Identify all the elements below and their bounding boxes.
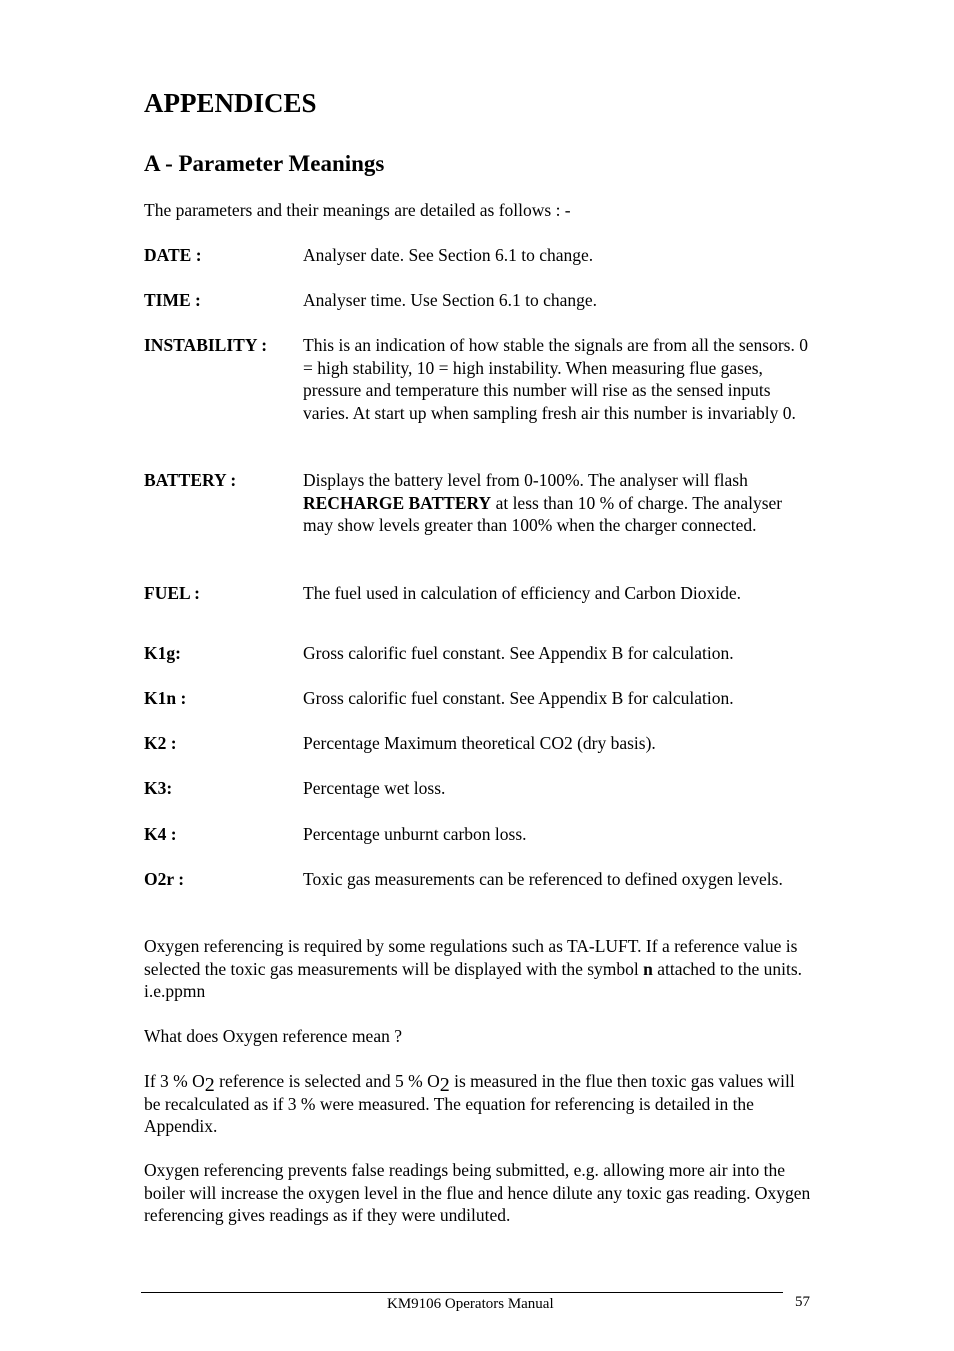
param-term: INSTABILITY :	[144, 335, 268, 355]
footer-title: KM9106 Operators Manual	[387, 1296, 554, 1312]
oxygen-symbol: n	[643, 958, 653, 979]
example-sub2: 2	[439, 1074, 450, 1096]
param-term: TIME :	[144, 290, 201, 310]
intro-text: The parameters and their meanings are detailed as follows : -	[144, 200, 571, 220]
section-title: A - Parameter Meanings	[144, 151, 385, 176]
param-term: DATE :	[144, 245, 202, 265]
param-desc: Percentage unburnt carbon loss.	[303, 824, 527, 844]
param-term: O2r :	[144, 869, 185, 889]
example-sub1: 2	[204, 1074, 215, 1096]
footer-rule	[141, 1292, 783, 1293]
page-number: 57	[795, 1294, 810, 1310]
param-desc: Toxic gas measurements can be referenced to defined oxygen levels.	[303, 869, 783, 889]
param-term: K2 :	[144, 733, 177, 753]
param-term: K1g:	[144, 643, 181, 663]
param-desc: Percentage wet loss.	[303, 778, 446, 798]
param-term: FUEL :	[144, 583, 200, 603]
example-part2: reference is selected and 5 % O	[214, 1071, 440, 1091]
param-term: K3:	[144, 778, 173, 798]
oxygen-text-after: attached to the units. i.e.ppmn	[144, 958, 803, 1002]
battery-desc-after: at less than 10 % of charge. The analyser may show levels greater than 100% when the charger connected.	[303, 492, 783, 536]
battery-desc-before: Displays the battery level from 0-100%. The analyser will flash	[303, 470, 748, 490]
param-term: BATTERY :	[144, 470, 237, 490]
param-desc: Percentage Maximum theoretical CO2 (dry basis).	[303, 733, 656, 753]
param-term: K1n :	[144, 688, 187, 708]
param-desc: The fuel used in calculation of efficiency and Carbon Dioxide.	[303, 583, 741, 603]
param-desc: Analyser time. Use Section 6.1 to change.	[303, 290, 598, 310]
example-part3: is measured in the flue then toxic gas values will be recalculated as if 3 % were measured. The equation for referencing is detailed in the Appendix.	[144, 1071, 795, 1137]
recharge-battery-label: RECHARGE BATTERY	[303, 492, 492, 513]
oxygen-text: Oxygen referencing is required by some regulations such as TA-LUFT. If a reference value is selected the toxic gas measurements will be displayed with the symbol	[144, 936, 798, 979]
param-term: K4 :	[144, 824, 177, 844]
param-desc: Analyser date. See Section 6.1 to change.	[303, 245, 594, 265]
page-heading: APPENDICES	[144, 88, 317, 118]
param-desc: This is an indication of how stable the signals are from all the sensors. 0 = high stability, 10 = high instability. When measuring flue gases, pressure and temperature this number will rise as the sensed inputs varies. At start up when sampling fresh air this number is invariably 0.	[303, 335, 808, 423]
param-desc	[303, 469, 813, 537]
example-part1: If 3 % O	[144, 1071, 205, 1091]
oxygen-referencing-paragraph	[144, 935, 812, 1003]
final-paragraph: Oxygen referencing prevents false readings being submitted, e.g. allowing more air into the boiler will increase the oxygen level in the flue and hence dilute any toxic gas reading. Oxygen referencing gives readings as if they were undiluted.	[144, 1160, 811, 1226]
question-text: What does Oxygen reference mean ?	[144, 1026, 402, 1046]
example-paragraph	[144, 1070, 812, 1138]
param-desc: Gross calorific fuel constant. See Appendix B for calculation.	[303, 643, 734, 663]
param-desc: Gross calorific fuel constant. See Appendix B for calculation.	[303, 688, 734, 708]
